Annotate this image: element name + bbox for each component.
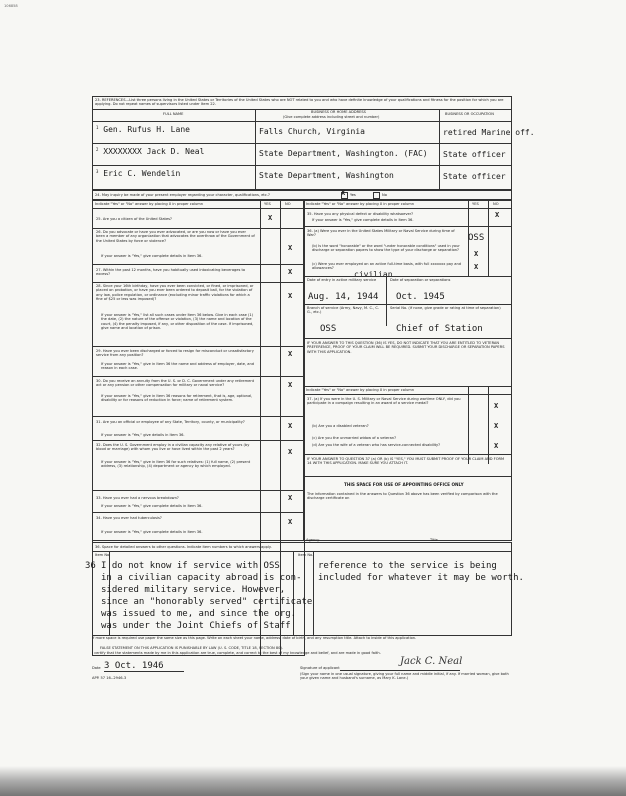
q35-text: 35. Have you any physical defect or disability whatsoever? xyxy=(307,212,414,216)
q29-no-mark: X xyxy=(288,350,293,358)
col-address-sub: (Give complete address including street and number) xyxy=(283,115,380,119)
serial-value: Chief of Station xyxy=(396,324,483,334)
references-section xyxy=(92,96,535,191)
office-use-text: The information contained in the answers to Question 36 above has been verified by comparison with the discharge certificate on xyxy=(307,492,498,501)
q36c-text: (c) Were you ever employed on an active full-time basis, with full xxxxxxx pay and allowances? xyxy=(312,262,462,271)
reference-num: 3 xyxy=(96,169,99,174)
reference-address: State Department, Washington. (FAC) xyxy=(259,149,428,158)
left-indicate: Indicate "Yes" or "No" answer by placing X in proper column xyxy=(95,202,204,206)
q26-no-mark: X xyxy=(288,244,293,252)
reference-business: retired Marine off. xyxy=(443,128,535,137)
item-no-label-right: Item No. xyxy=(298,553,314,557)
right-yes-header: YES xyxy=(472,202,479,206)
q25-text: 25. Are you a citizen of the United States? xyxy=(96,217,172,221)
q26-text: 26. Do you advocate or have you ever advocated, or are you now or have you ever been a member of any organization that advocates the overthrow of the Government of the United States by force or violence? xyxy=(96,230,255,243)
right-indicate: Indicate "Yes" or "No" answer by placing X in proper column xyxy=(306,202,415,206)
q32-text: 32. Does the U. S. Government employ in a civilian capacity any relative of yours (by blood or marriage) with whom you live or have lived within the past 2 years? xyxy=(96,443,250,452)
item36-line: since an "honorably served" certificate xyxy=(101,597,313,607)
item-no-label: Item No. xyxy=(95,553,111,557)
q33-detail: If your answer is "Yes," give complete details in Item 36. xyxy=(101,504,203,508)
q36c-no-mark: X xyxy=(474,263,479,271)
reference-address: State Department, Washington xyxy=(259,171,394,180)
reference-name: Gen. Rufus H. Lane xyxy=(103,125,190,134)
title-label: Title xyxy=(430,538,438,542)
q37b-no-mark: X xyxy=(494,422,499,430)
q28-detail: If your answer is "Yes," list all such cases under Item 36 below. Give in each case (1) the date, (2) the nature of the offense or violation, (3) the name and location of the court, (4) the penalty imposed, if any, or other disposition of the case. If imprisoned, give name and location of prison. xyxy=(101,313,254,331)
branch-label: Branch of service (Army, Navy, M. C., C. G., etc.) xyxy=(307,306,380,315)
q29-detail: If your answer is "Yes," give in Item 36 the name and address of employer, date, and reason in each case. xyxy=(101,362,255,371)
date-entry-value: Aug. 14, 1944 xyxy=(308,292,379,302)
q24-yes-label: Yes xyxy=(350,193,356,197)
q33-no-mark: X xyxy=(288,494,293,502)
q24-no-label: No xyxy=(382,193,387,197)
signature-note: (Sign your name in one usual signature, giving your full name and middle initial, if any. If married woman, give both your given name and husband's surname, as Mary K. Lane.) xyxy=(300,672,509,681)
signature-label: Signature of applicant xyxy=(300,666,340,670)
item36-header: 36. Space for detailed answers to other questions. Indicate item numbers to which answers apply. xyxy=(95,545,272,549)
q30-text: 30. Do you receive an annuity from the U. S. or D. C. Government under any retirement act or any pension or other compensation for military or naval service? xyxy=(96,379,255,388)
q26-detail: If your answer is "Yes," give complete details in Item 36. xyxy=(101,254,203,258)
item36-line-right: included for whatever it may be worth. xyxy=(318,573,524,583)
reference-row-3 xyxy=(96,169,180,178)
q24-text: 24. May inquiry be made of your present employer regarding your character, qualifications, etc.? xyxy=(95,193,270,197)
item36-line: in a civilian capacity abroad is con- xyxy=(101,573,302,583)
references-header: 23. REFERENCES.--List three persons living in the United States or Territories of the United States who are NOT related to you and who have definite knowledge of your qualifications and fitness for the position for which you are applying. Do not repeat names of supervisors listed under Item 22. xyxy=(95,98,504,107)
reference-row-2 xyxy=(96,147,204,156)
reference-name: XXXXXXXX Jack D. Neal xyxy=(103,147,205,156)
q31-text: 31. Are you an official or employee of any State, Territory, county, or municipality? xyxy=(96,420,245,424)
footer-note-3: I certify that the statements made by me in this application are true, complete, and correct to the best of my knowledge and belief, and are made in good faith. xyxy=(92,651,381,655)
reference-business: State officer xyxy=(443,150,506,159)
date-label: Date xyxy=(92,666,101,670)
reference-name: Eric C. Wendelin xyxy=(103,169,181,178)
q28-no-mark: X xyxy=(288,292,293,300)
item36-line: I do not know if service with OSS xyxy=(101,561,280,571)
date-sep-label: Date of separation or separations xyxy=(390,278,451,282)
q37a-no-mark: X xyxy=(494,402,499,410)
right-no-header: NO xyxy=(493,202,499,206)
reference-business: State officer xyxy=(443,172,506,181)
q24-no-checkbox[interactable] xyxy=(373,192,380,199)
q27-text: 27. Within the past 12 months, have you habitually used intoxicating beverages to excess? xyxy=(96,268,246,277)
civilian-annotation: civilian xyxy=(354,270,393,279)
office-use-title: THIS SPACE FOR USE OF APPOINTING OFFICE ONLY xyxy=(344,482,464,487)
q30-detail: If your answer is "Yes," give in Item 36 reasons for retirement, that is, age, optional, disability or for reasons of reduction in force; name of retirement system. xyxy=(101,394,253,403)
applicant-signature: Jack C. Neal xyxy=(400,656,463,667)
q36b-text: (b) Is the word "honorable" or the word "under honorable conditions" used in your discharge or separation papers to show the type of your discharge or separation? xyxy=(312,244,460,253)
q32-detail: If your answer is "Yes," give in Item 36 for such relatives: (1) full name, (2) present address, (3) relationship, (4) department or agency by which employed. xyxy=(101,460,251,469)
reference-row-1 xyxy=(96,125,190,134)
date-sep-value: Oct. 1945 xyxy=(396,292,445,302)
q35-detail: If your answer is "Yes," give complete details in Item 36. xyxy=(312,218,414,222)
q36b-no-mark: X xyxy=(474,250,479,258)
corner-code: 106858 xyxy=(4,4,18,8)
q31-no-mark: X xyxy=(288,422,293,430)
item36-line: was under the Joint Chiefs of Staff xyxy=(101,621,291,631)
reference-num: 2 xyxy=(96,147,99,152)
date-value: 3 Oct. 1946 xyxy=(104,661,164,671)
item-no-value: 36 xyxy=(85,561,96,571)
q27-no-mark: X xyxy=(288,268,293,276)
form-id: APP. 57 16--2946-3 xyxy=(92,676,127,680)
serial-label: Serial No. (if none, give grade or rating at time of separation) xyxy=(390,306,501,310)
q32-no-mark: X xyxy=(288,448,293,456)
q36a-text: 36. (a) Were you ever in the United States Military or Naval Service during time of War? xyxy=(307,229,455,238)
q37a-text: 37. (a) If you were in the U. S. Military or Naval Service during wartime ONLY, did you participate in a compaign resulting in an award of a service medal? xyxy=(307,397,461,406)
branch-value: OSS xyxy=(320,324,337,334)
q24-yes-mark: X xyxy=(341,189,346,197)
item36-line: was issued to me, and since the org. xyxy=(101,609,297,619)
item36-section xyxy=(85,542,524,636)
right-indicate-2: Indicate "Yes" or "No" answer by placing X in proper column xyxy=(306,388,415,392)
q37-warning: IF YOUR ANSWER TO QUESTION 37 (a) OR (b) IS "YES," YOU MUST SUBMIT PROOF OF YOUR CLAIM AND FORM 14 WITH THIS APPLICATION. MAKE SURE YOU ATTACH IT. xyxy=(307,457,505,466)
q37d-no-mark: X xyxy=(494,442,499,450)
q29-text: 29. Have you ever been discharged or forced to resign for misconduct or unsatisfactory service from any position? xyxy=(96,349,254,358)
q33-text: 33. Have you ever had a nervous breakdown? xyxy=(96,496,179,500)
reference-address: Falls Church, Virginia xyxy=(259,127,365,136)
reference-num: 1 xyxy=(96,125,99,130)
q37b-text: (b) Are you a disabled veteran? xyxy=(312,424,369,428)
q37d-text: (d) Are you the wife of a veteran who has service-connected disability? xyxy=(312,443,441,447)
q34-text: 34. Have you ever had tuberculosis? xyxy=(96,516,162,520)
q35-no-mark: X xyxy=(495,211,500,219)
footer-note-1: If more space is required use paper the same size as this page. Write on each sheet your name, address, date of birth, and any resumption title. Attach to inside of this application. xyxy=(92,636,417,640)
q30-no-mark: X xyxy=(288,381,293,389)
q34-no-mark: X xyxy=(288,518,293,526)
q25-yes-mark: X xyxy=(268,214,273,222)
q34-detail: If your answer is "Yes," give complete details in Item 36. xyxy=(101,530,203,534)
item36-line-right: reference to the service is being xyxy=(318,561,497,571)
col-full-name: FULL NAME xyxy=(163,112,184,116)
date-entry-label: Date of entry in active military service xyxy=(307,278,377,282)
scan-edge xyxy=(0,766,626,796)
q28-text: 28. Since your 16th birthday, have you ever been convicted, or fined, or imprisoned, or placed on probation, or have you ever been ordered to deposit bail, for the violation of any law, police regulation, or ordinance (excluding minor traffic violations for which a fine of $25 or less was imposed)? xyxy=(96,284,254,302)
col-business: BUSINESS OR OCCUPATION xyxy=(445,112,494,116)
questions-right xyxy=(303,199,512,541)
col-address: BUSINESS OR HOME ADDRESS xyxy=(311,110,366,114)
item36-line: sidered military service. However, xyxy=(101,585,286,595)
q31-detail: If your answer is "Yes," give details in Item 36. xyxy=(101,433,185,437)
q36-warning: IF YOUR ANSWER TO THIS QUESTION (36) IS YES, DO NOT INDICATE THAT YOU ARE ENTITLED TO VETERAN PREFERENCE, PROOF OF YOUR CLAIM WILL BE REQUIRED. SUBMIT YOUR DISCHARGE OR SEPARATION PAPERS WITH THIS APPLICATION. xyxy=(307,341,505,354)
agency-label: Agency xyxy=(306,538,320,542)
q36a-answer: OSS xyxy=(468,233,485,243)
footer-note-2: FALSE STATEMENT ON THIS APPLICATION IS PUNISHABLE BY LAW (U. S. CODE, TITLE 18, SECTION 80). xyxy=(100,646,283,650)
q37c-text: (c) Are you the unmarried widow of a veteran? xyxy=(312,436,396,440)
left-yes-header: YES xyxy=(264,202,271,206)
left-no-header: NO xyxy=(285,202,291,206)
